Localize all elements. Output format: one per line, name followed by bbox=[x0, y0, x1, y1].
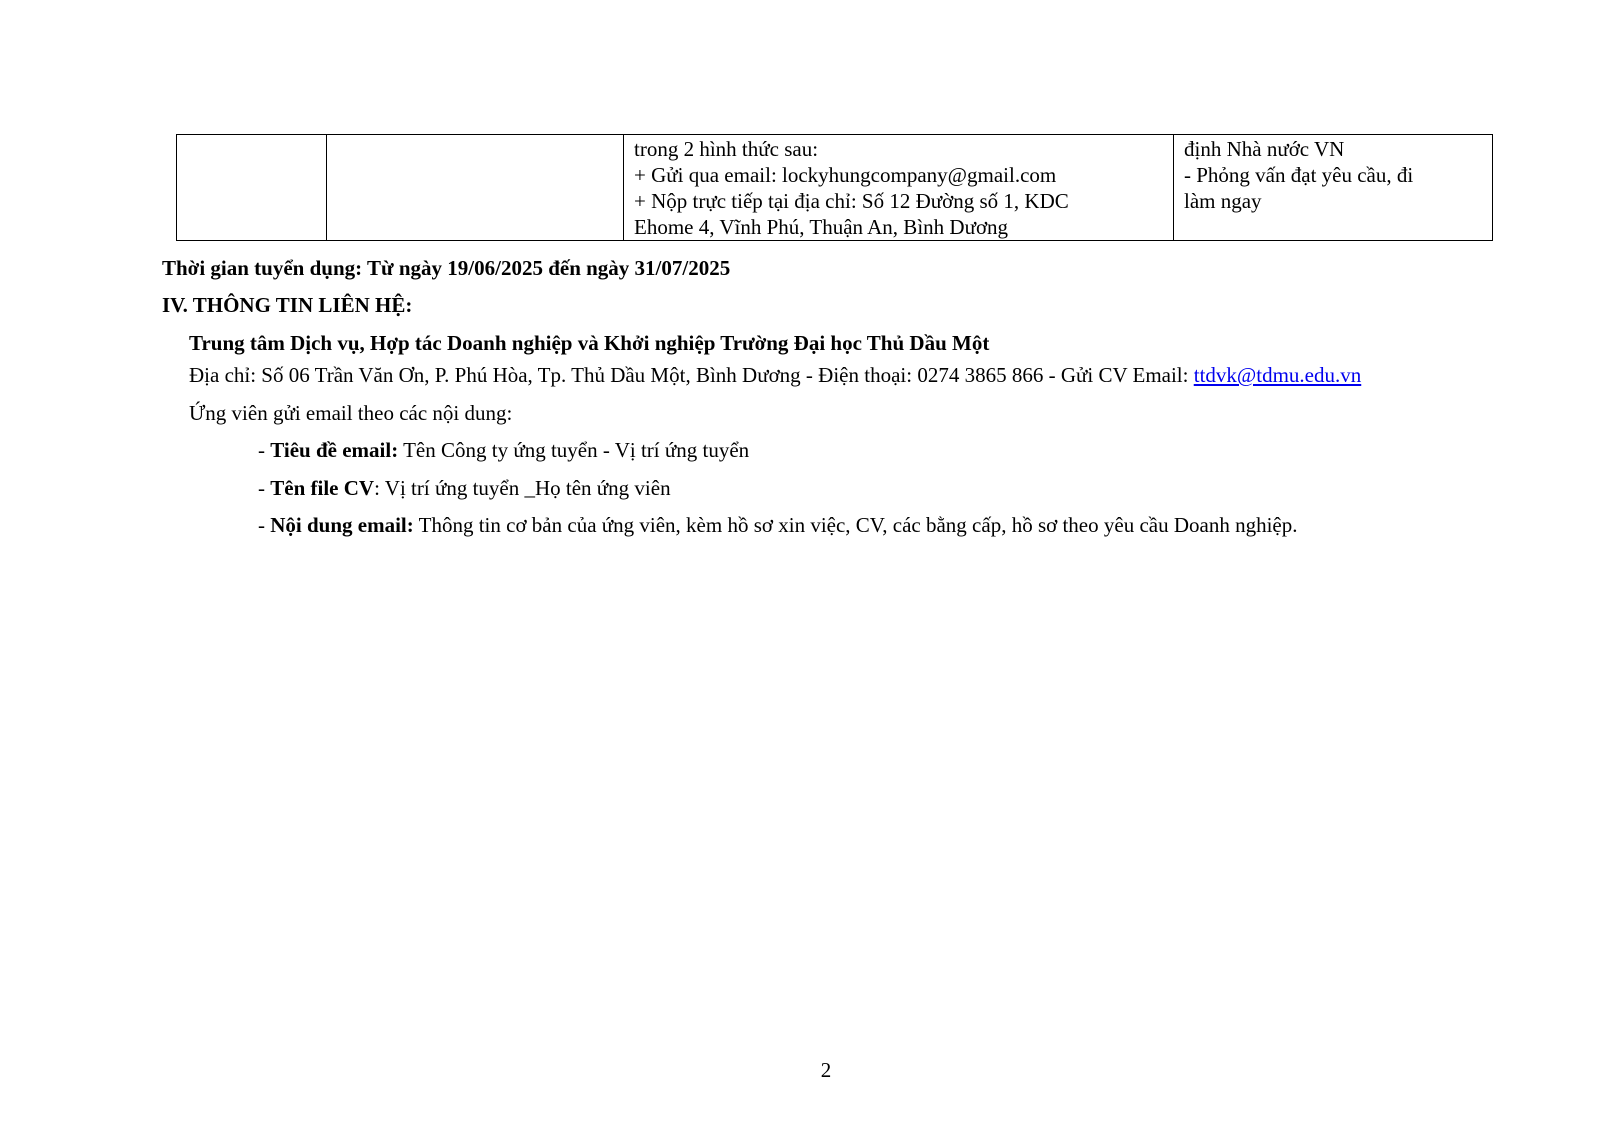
instruction-prefix: - bbox=[258, 476, 271, 500]
job-table bbox=[176, 134, 1493, 241]
instruction-label: Tiêu đề email: bbox=[270, 438, 399, 462]
contact-organization: Trung tâm Dịch vụ, Hợp tác Doanh nghiệp và Khởi nghiệp Trường Đại học Thủ Dầu Một bbox=[189, 331, 990, 355]
application-method-cell bbox=[624, 135, 1174, 241]
instruction-item bbox=[258, 512, 1297, 538]
cell-line: + Gửi qua email: lockyhungcompany@gmail.com bbox=[634, 163, 1057, 187]
instruction-prefix: - bbox=[258, 438, 271, 462]
instruction-text: : Vị trí ứng tuyển _Họ tên ứng viên bbox=[374, 476, 671, 500]
cell-line: trong 2 hình thức sau: bbox=[634, 137, 819, 161]
contact-address-line bbox=[189, 362, 1361, 388]
instruction-label: Nội dung email: bbox=[270, 513, 414, 537]
cell-line: Ehome 4, Vĩnh Phú, Thuận An, Bình Dương bbox=[634, 215, 1009, 239]
table-cell bbox=[327, 135, 624, 241]
table-row bbox=[177, 135, 1493, 241]
instruction-item bbox=[258, 475, 671, 501]
instruction-text: Thông tin cơ bản của ứng viên, kèm hồ sơ xin việc, CV, các bằng cấp, hồ sơ theo yêu cầu Doanh nghiệp. bbox=[413, 513, 1298, 537]
benefits-cell bbox=[1174, 135, 1493, 241]
cell-line: + Nộp trực tiếp tại địa chỉ: Số 12 Đường số 1, KDC bbox=[634, 189, 1069, 213]
recruitment-period: Thời gian tuyển dụng: Từ ngày 19/06/2025 đến ngày 31/07/2025 bbox=[162, 256, 731, 280]
instruction-label: Tên file CV bbox=[270, 476, 375, 500]
contact-address-text: Địa chỉ: Số 06 Trần Văn Ơn, P. Phú Hòa, Tp. Thủ Dầu Một, Bình Dương - Điện thoại: 0274 3865 866 - Gửi CV Email: bbox=[189, 363, 1194, 387]
contact-email-link[interactable]: ttdvk@tdmu.edu.vn bbox=[1193, 363, 1362, 387]
cell-line: làm ngay bbox=[1184, 189, 1262, 213]
instruction-text: Tên Công ty ứng tuyển - Vị trí ứng tuyển bbox=[398, 438, 750, 462]
page-number: 2 bbox=[820, 1058, 832, 1082]
instructions-intro: Ứng viên gửi email theo các nội dung: bbox=[189, 401, 513, 425]
cell-line: định Nhà nước VN bbox=[1184, 137, 1345, 161]
table-cell bbox=[177, 135, 327, 241]
instruction-item bbox=[258, 437, 749, 463]
instruction-prefix: - bbox=[258, 513, 271, 537]
section-heading: IV. THÔNG TIN LIÊN HỆ: bbox=[162, 293, 413, 317]
cell-line: - Phỏng vấn đạt yêu cầu, đi bbox=[1184, 163, 1414, 187]
